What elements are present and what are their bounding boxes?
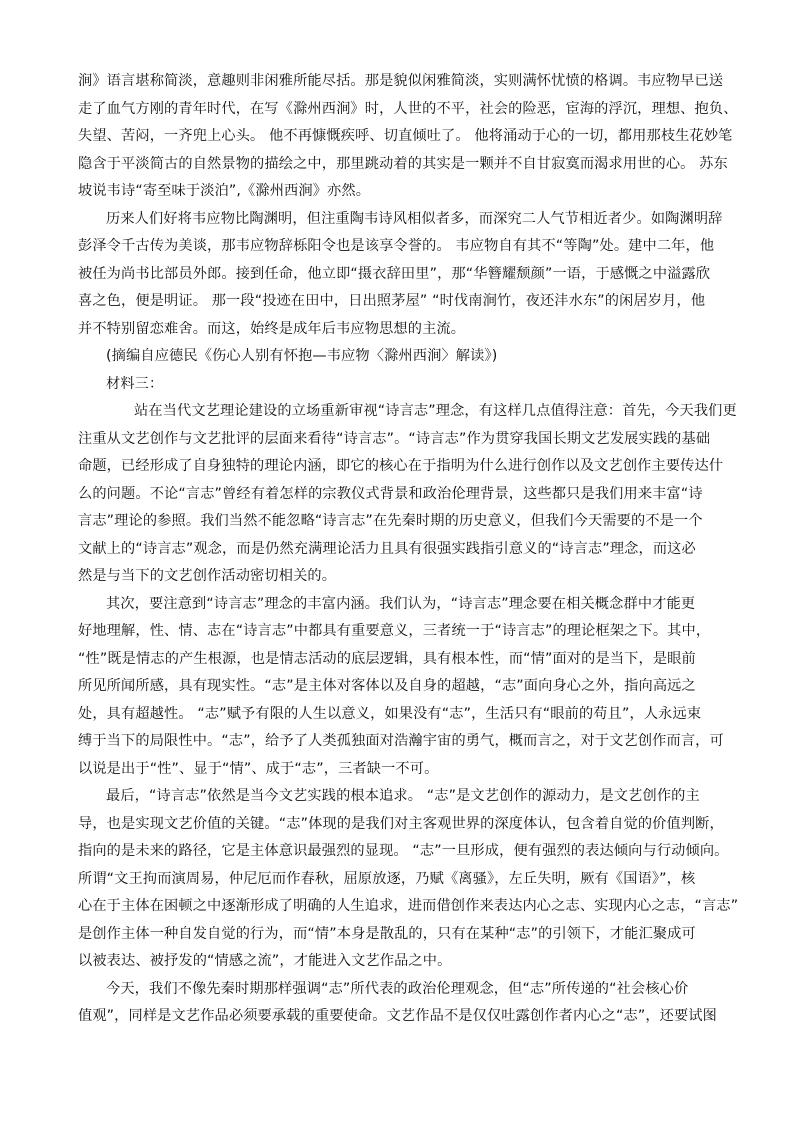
text-line: 彭泽令千古传为美谈，那韦应物辞栎阳令也是该享令誉的。 韦应物自有其不“等陶”处。建中二年，他 [78, 238, 715, 254]
text-line: 值观”，同样是文艺作品必须要承载的重要使命。文艺作品不是仅仅吐露创作者内心之“志”，还要试图 [78, 1008, 718, 1024]
text-line: 注重从文艺创作与文艺批评的层面来看待“诗言志”。“诗言志”作为贯穿我国长期文艺发展实践的基础 [78, 430, 711, 447]
text-line: (摘编自应德民《伤心人别有怀抱—韦应物〈滁州西涧〉解读》) [106, 348, 498, 364]
text-line: 最后，“诗言志”依然是当今文艺实践的根本追求。 “志”是文艺创作的源动力，是文艺创作的主 [106, 788, 700, 804]
text-line: “性”既是情志的产生根源，也是情志活动的底层逻辑，具有根本性，而“情”面对的是当下，是眼前 [78, 650, 696, 667]
text-line: 站在当代文艺理论建设的立场重新审视“诗言志”理念，有这样几点值得注意：首先，今天我们更 [134, 403, 737, 419]
text-line: 所谓“文王拘而演周易，仲尼厄而作春秋，屈原放逐，乃赋《离骚》，左丘失明，厥有《国语》”，核 [78, 870, 696, 887]
text-line: 坡说韦诗“寄至味于淡泊”,《滁州西涧》亦然。 [78, 183, 371, 199]
text-line: 喜之色，便是明证。 那一段“投迹在田中，日出照茅屋” “时伐南涧竹，夜还沣水东”的闲居岁月，他 [78, 293, 706, 309]
text-line: 是创作主体一种自发自觉的行为，而“情”本身是散乱的，只有在某种“志”的引领下，才能汇聚成可 [78, 925, 696, 942]
text-line: 好地理解，性、情、志在“诗言志”中都具有重要意义，三者统一于“诗言志”的理论框架之下。其中， [78, 623, 711, 639]
text-line: 历来人们好将韦应物比陶渊明，但注重陶韦诗风相似者多，而深究二人气节相近者少。如陶渊明辞 [106, 210, 723, 227]
text-line: 言志”理论的参照。我们当然不能忽略“诗言志”在先秦时期的历史意义，但我们今天需要的不是一个 [78, 513, 703, 529]
text-line: 文献上的“诗言志”观念，而是仍然充满理论活力且具有很强实践指引意义的“诗言志”理念，而这必 [78, 540, 696, 557]
text-line: 被任为尚书比部员外郎。接到任命，他立即“摄衣辞田里”，那“华簪耀颓颜”一语，于感慨之中溢露欣 [78, 265, 711, 282]
text-line: 导，也是实现文艺价值的关键。“志”体现的是我们对主客观世界的深度体认，包含着自觉的价值判断， [78, 815, 724, 832]
text-line: 处，具有超越性。 “志”赋予有限的人生以意义，如果没有“志”，生活只有“眼前的苟且”，人永远束 [78, 705, 702, 722]
text-line: 命题，已经形成了自身独特的理论内涵，即它的核心在于指明为什么进行创作以及文艺创作主要传达什 [78, 458, 724, 474]
text-line: 以说是出于“性”、显于“情”、成于“志”，三者缺一不可。 [78, 760, 439, 777]
text-line: 所见所闻所感，具有现实性。“志”是主体对客体以及自身的超越，“志”面向身心之外，指向高远之 [78, 678, 696, 694]
text-line: 失望、苦闷，一齐兜上心头。 他不再慷慨疾呼、切直倾吐了。 他将涌动于心的一切，都用那枝生花妙笔 [78, 128, 733, 144]
text-line: 以被表达、被抒发的“情感之流”，才能进入文艺作品之中。 [78, 953, 452, 969]
text-line: 隐含于平淡简古的自然景物的描绘之中，那里跳动着的其实是一颗并不自甘寂寞而渴求用世的心。 苏东 [78, 155, 728, 172]
text-line: 指向的是未来的路径，它是主体意识最强烈的显现。 “志”一旦形成，便有强烈的表达倾向与行动倾向。 [78, 843, 729, 859]
text-line: 走了血气方刚的青年时代，在写《滁州西涧》时，人世的不平，社会的险恶，宦海的浮沉，理想、抱负、 [78, 100, 738, 117]
text-line: 心在于主体在困顿之中逐渐形成了明确的人生追求，进而借创作来表达内心之志、实现内心之志，“言志” [78, 898, 739, 914]
text-line: 并不特别留恋难舍。而这，始终是成年后韦应物思想的主流。 [78, 320, 466, 337]
text-line: 其次，要注意到“诗言志”理念的丰富内涵。我们认为，“诗言志”理念要在相关概念群中才能更 [106, 595, 696, 612]
text-line: 然是与当下的文艺创作活动密切相关的。 [78, 568, 337, 584]
text-line: 缚于当下的局限性中。“志”，给予了人类孤独面对浩瀚宇宙的勇气，概而言之，对于文艺创作而言，可 [78, 733, 724, 749]
text-line: 材料三： [106, 375, 164, 392]
text-line: 涧》语言堪称简淡，意趣则非闲雅所能尽括。那是貌似闲雅简淡，实则满怀忧愤的格调。韦应物早已送 [78, 73, 724, 89]
text-line: 么的问题。不论“言志”曾经有着怎样的宗教仪式背景和政治伦理背景，这些都只是我们用来丰富“诗 [78, 485, 703, 502]
document-body [78, 68, 739, 1031]
text-line: 今天，我们不像先秦时期那样强调“志”所代表的政治伦理观念，但“志”所传递的“社会核心价 [106, 980, 689, 997]
